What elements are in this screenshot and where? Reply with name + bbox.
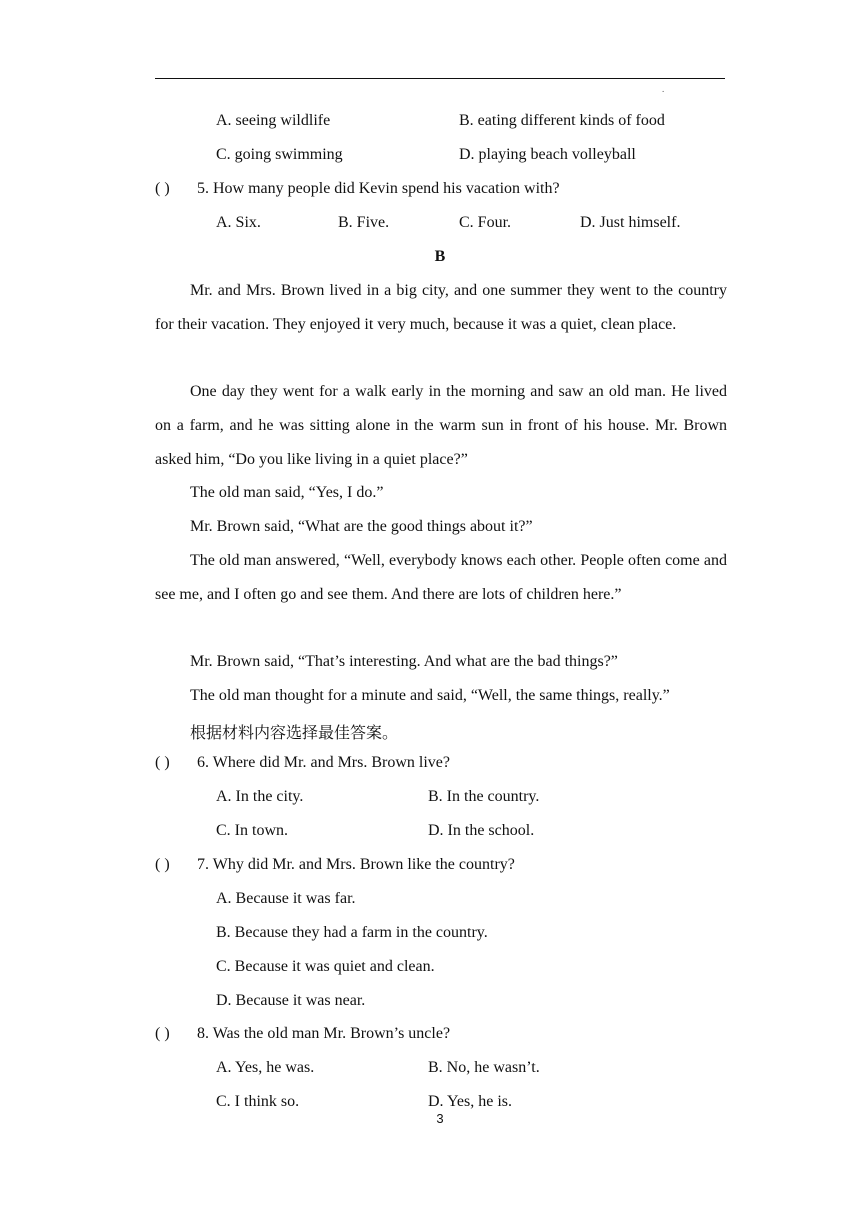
passage-paragraph-5: The old man answered, “Well, everybody knows each other. People often come and see me, and I often go and see them. And there are lots of children here.” xyxy=(155,552,727,603)
q5-stem: 5. How many people did Kevin spend his vacation with? xyxy=(197,180,560,197)
q7-answer-blank: ( ) xyxy=(155,856,170,873)
q7-option-c: C. Because it was quiet and clean. xyxy=(216,958,435,975)
section-heading: B xyxy=(434,248,446,265)
q6-option-b: B. In the country. xyxy=(428,788,540,805)
q5-option-b: B. Five. xyxy=(338,214,390,231)
q6-stem: 6. Where did Mr. and Mrs. Brown live? xyxy=(197,754,450,771)
q5-option-d: D. Just himself. xyxy=(580,214,681,231)
q8-option-c: C. I think so. xyxy=(216,1093,300,1110)
passage-paragraph-2: One day they went for a walk early in the morning and saw an old man. He lived on a farm, and he was sitting alone in the warm sun in front of his house. Mr. Brown asked him, “Do you like living in a quiet place?” xyxy=(155,383,727,468)
q6-answer-blank: ( ) xyxy=(155,754,170,771)
passage-paragraph-3: The old man said, “Yes, I do.” xyxy=(190,484,384,501)
q7-option-d: D. Because it was near. xyxy=(216,992,366,1009)
q8-option-d: D. Yes, he is. xyxy=(428,1093,513,1110)
passage-paragraph-7: The old man thought for a minute and said, “Well, the same things, really.” xyxy=(190,687,670,704)
instruction: 根据材料内容选择最佳答案。 xyxy=(190,723,399,742)
page-number: 3 xyxy=(436,1111,444,1126)
q7-stem: 7. Why did Mr. and Mrs. Brown like the country? xyxy=(197,856,515,873)
q6-option-c: C. In town. xyxy=(216,822,288,839)
q5-option-a: A. Six. xyxy=(216,214,261,231)
header-rule xyxy=(155,78,725,79)
q4-option-b: B. eating different kinds of food xyxy=(459,112,665,129)
q8-option-a: A. Yes, he was. xyxy=(216,1059,315,1076)
q6-option-a: A. In the city. xyxy=(216,788,304,805)
q4-option-d: D. playing beach volleyball xyxy=(459,146,636,163)
q6-option-d: D. In the school. xyxy=(428,822,535,839)
q4-option-c: C. going swimming xyxy=(216,146,343,163)
q5-answer-blank: ( ) xyxy=(155,180,170,197)
q5-option-c: C. Four. xyxy=(459,214,512,231)
q4-option-a: A. seeing wildlife xyxy=(216,112,331,129)
q8-stem: 8. Was the old man Mr. Brown’s uncle? xyxy=(197,1025,451,1042)
q7-option-a: A. Because it was far. xyxy=(216,890,356,907)
q7-option-b: B. Because they had a farm in the country. xyxy=(216,924,488,941)
q8-answer-blank: ( ) xyxy=(155,1025,170,1042)
header-mark: . xyxy=(662,84,665,94)
q8-option-b: B. No, he wasn’t. xyxy=(428,1059,540,1076)
passage-paragraph-6: Mr. Brown said, “That’s interesting. And what are the bad things?” xyxy=(190,653,618,670)
passage-paragraph-1: Mr. and Mrs. Brown lived in a big city, and one summer they went to the country for their vacation. They enjoyed it very much, because it was a quiet, clean place. xyxy=(155,282,727,333)
passage-paragraph-4: Mr. Brown said, “What are the good things about it?” xyxy=(190,518,533,535)
